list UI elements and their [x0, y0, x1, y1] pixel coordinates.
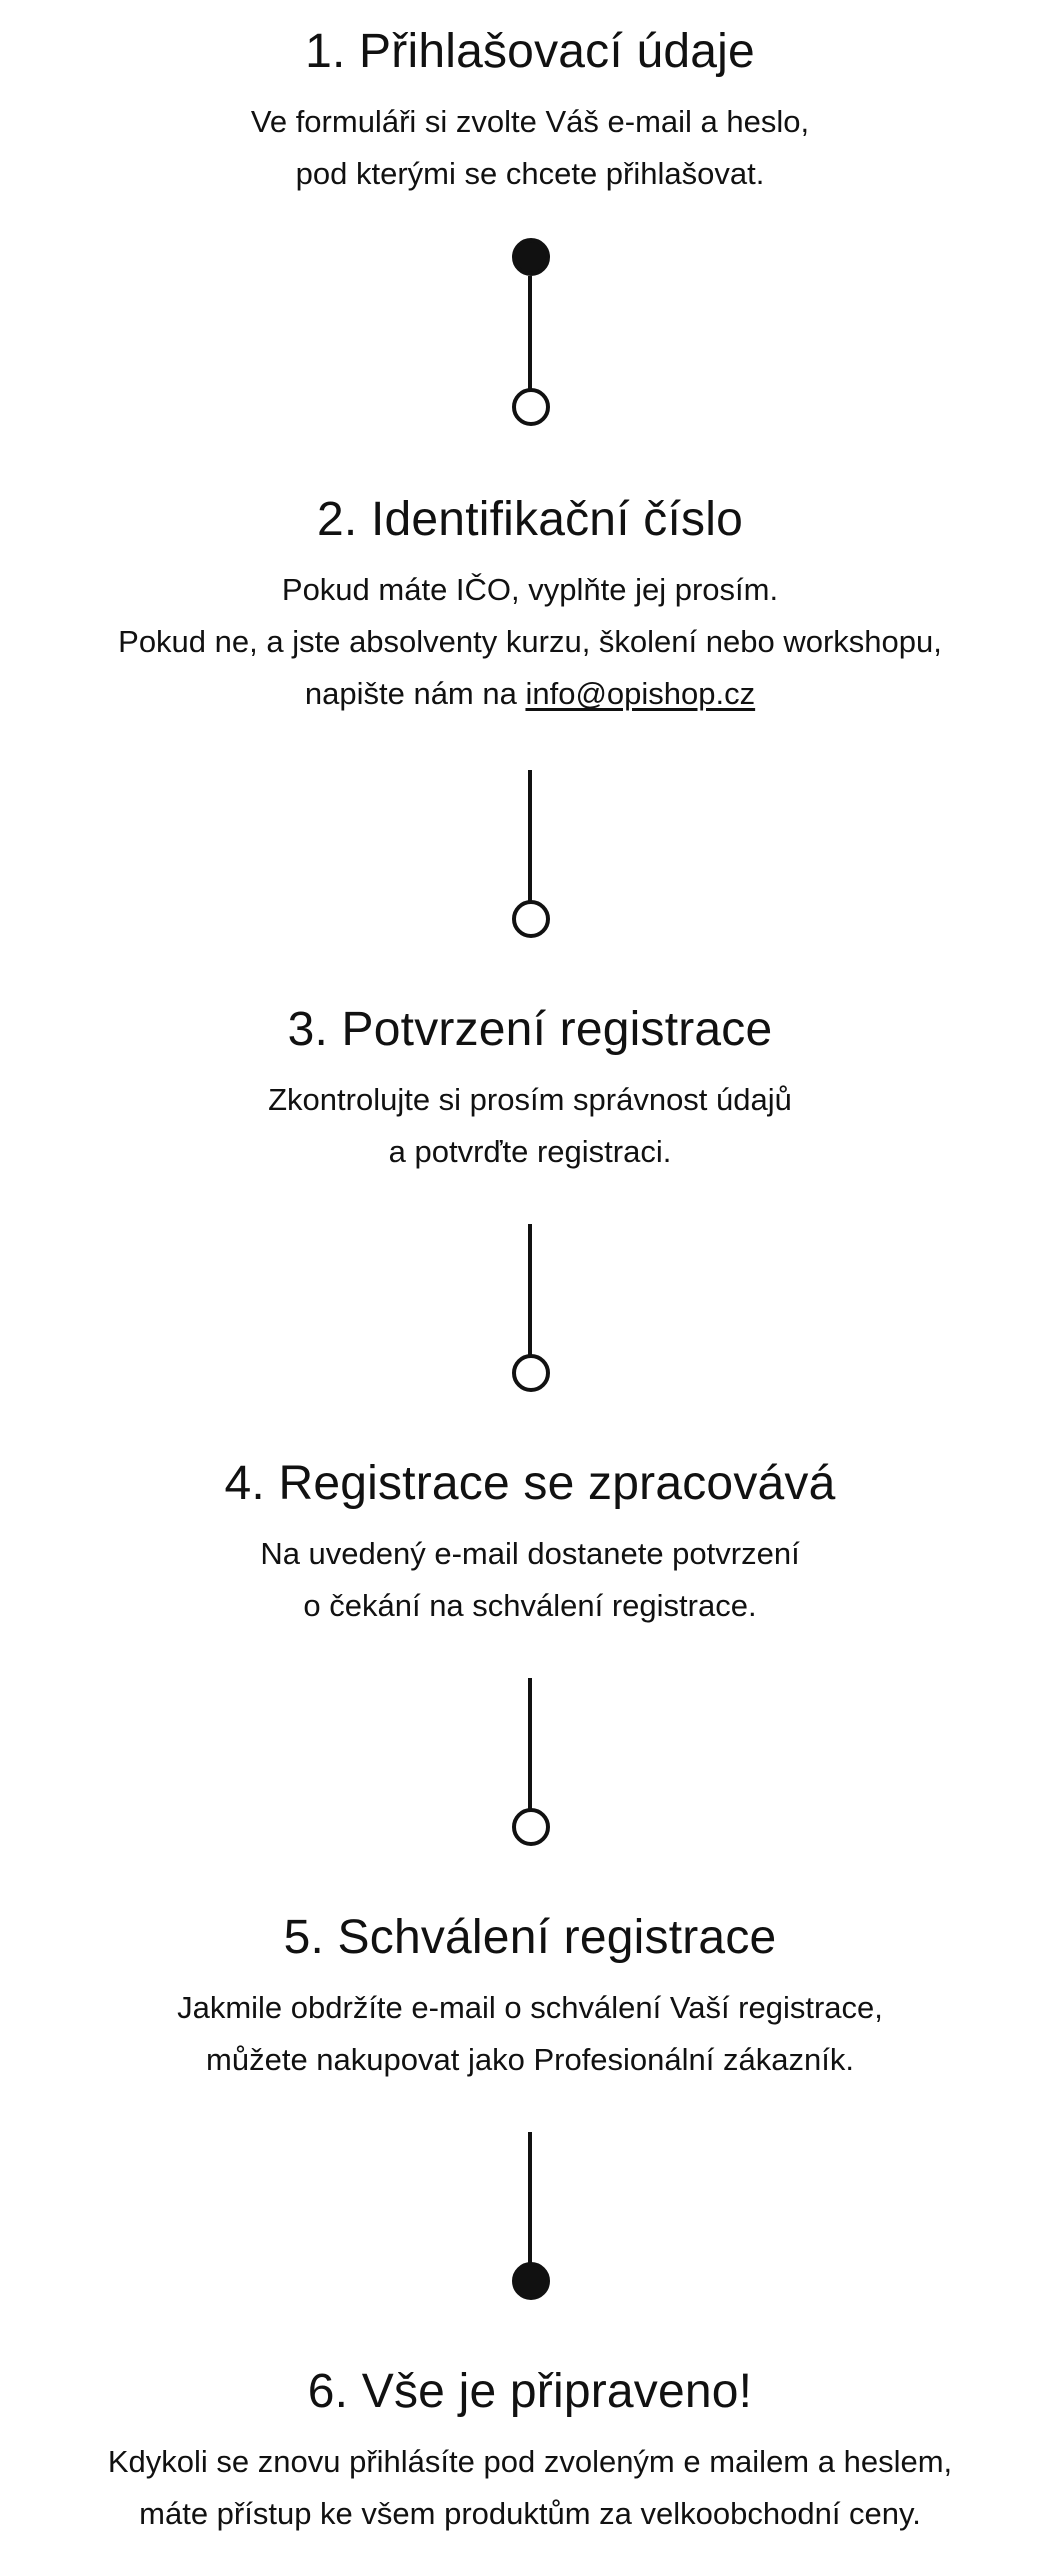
step-3-title: 3. Potvrzení registrace [287, 1003, 773, 1056]
step-4-title: 4. Registrace se zpracovává [224, 1457, 836, 1510]
step-4-line-1: Na uvedený e-mail dostanete potvrzení [260, 1536, 800, 1571]
step-5-line-2: můžete nakupovat jako Profesionální zákazník. [206, 2042, 854, 2077]
step-5-line-1: Jakmile obdržíte e-mail o schválení Vaší registrace, [177, 1990, 883, 2025]
step-2-description [0, 564, 1060, 720]
step-3-line-1: Zkontrolujte si prosím správnost údajů [268, 1082, 792, 1117]
step-1-title: 1. Přihlašovací údaje [305, 25, 755, 78]
step-2-line-2: Pokud ne, a jste absolventy kurzu, školení nebo workshopu, [118, 624, 942, 659]
step-2-line-3 [0, 668, 1060, 720]
step-4 [0, 1454, 1060, 1632]
step-6-title: 6. Vše je připraveno! [307, 2365, 753, 2418]
step-5 [0, 1908, 1060, 2086]
timeline-line [528, 770, 532, 902]
step-4-description [0, 1528, 1060, 1632]
step-6-line-2: máte přístup ke všem produktům za velkoobchodní ceny. [139, 2496, 921, 2531]
timeline-line [528, 276, 532, 390]
step-1 [0, 22, 1060, 200]
step-6-description [0, 2436, 1060, 2540]
empty-circle-icon [512, 1808, 550, 1846]
step-6 [0, 2362, 1060, 2540]
empty-circle-icon [512, 388, 550, 426]
timeline-line [528, 1224, 532, 1356]
step-2-line-1: Pokud máte IČO, vyplňte jej prosím. [281, 572, 779, 607]
empty-circle-icon [512, 900, 550, 938]
step-3 [0, 1000, 1060, 1178]
step-4-line-2: o čekání na schválení registrace. [303, 1588, 757, 1623]
timeline-line [528, 1678, 532, 1812]
timeline-line [528, 2132, 532, 2266]
filled-circle-icon [512, 238, 550, 276]
step-2 [0, 490, 1060, 720]
step-3-description [0, 1074, 1060, 1178]
step-5-description [0, 1982, 1060, 2086]
step-5-title: 5. Schválení registrace [283, 1911, 777, 1964]
step-2-line-3-prefix: napište nám na [304, 676, 526, 711]
filled-circle-icon [512, 2262, 550, 2300]
step-2-title: 2. Identifikační číslo [317, 493, 743, 546]
step-1-description [0, 96, 1060, 200]
empty-circle-icon [512, 1354, 550, 1392]
step-3-line-2: a potvrďte registraci. [388, 1134, 672, 1169]
step-1-line-1: Ve formuláři si zvolte Váš e-mail a heslo, [250, 104, 810, 139]
step-1-line-2: pod kterými se chcete přihlašovat. [295, 156, 765, 191]
step-6-line-1: Kdykoli se znovu přihlásíte pod zvoleným e mailem a heslem, [107, 2444, 953, 2479]
contact-email-link[interactable]: info@opishop.cz [525, 676, 756, 711]
